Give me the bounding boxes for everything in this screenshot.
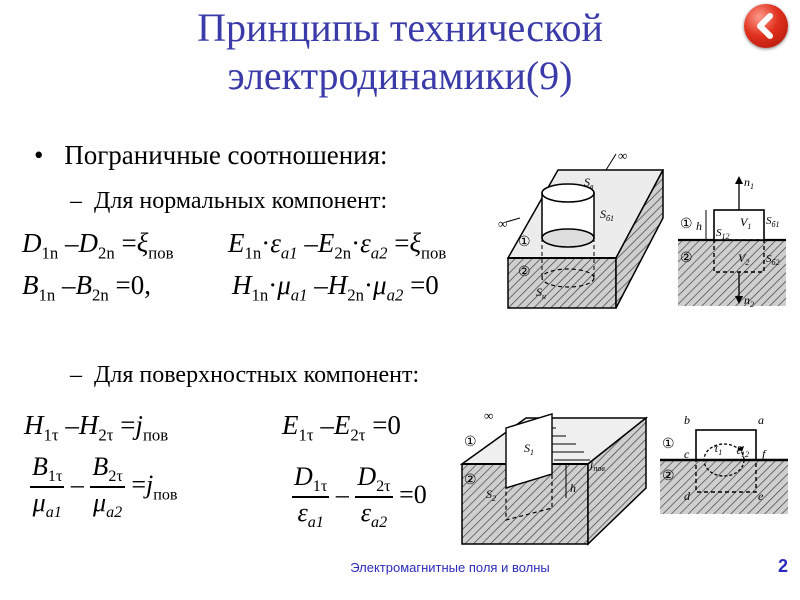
subheading-surface [70,362,419,389]
formula-d-tangential: $\frac{D_{1\tau}}{\varepsilon_{a1}}$ – $\frac{D_{2\tau}}{\varepsilon_{a2}}$ =0 [294,462,427,532]
svg-text:②: ② [662,469,675,484]
formula-e-tangential: $E_{1\tau}$ $-E_{2\tau} =0$ [282,410,401,445]
subheading-normal [70,188,387,215]
formula-h-tangential: $H_{1\tau}$ $-H_{2\tau} =j_{пов}$ [24,410,169,445]
subheading-surface-text: Для поверхностных компонент: [94,362,420,388]
bullet-line [34,140,388,171]
formula-d-normal: $D_{1n}$ $-D_{2n} =\xi_{пов}$ [22,228,174,263]
svg-text:e: e [758,489,764,503]
svg-text:jпов: $j_{пов}$ [590,457,605,473]
slide-title: Принципы технической электродинамики(9) [197,5,603,98]
svg-text:d: d [684,489,690,503]
svg-text:S1: $S_1$ [524,441,534,457]
fig1-infinity-left: ∞ [498,216,508,231]
svg-text:Sб2: $S_{б2}$ [766,253,780,267]
svg-text:ℓ12: ℓ$_{12}$ [736,443,749,459]
svg-text:V1: $V_1$ [740,215,752,231]
fig1-infinity: ∞ [618,148,628,163]
dash: – [70,362,82,388]
svg-text:n2: $n_2$ [744,293,754,309]
svg-text:τ1: $\tau_1$ [714,441,723,457]
svg-text:②: ② [680,251,693,266]
formula-h-normal: $H_{1n}\cdot\mu_{a1}$ $-H_{2n}\cdot\mu_{a2} =0$ [232,270,439,305]
svg-text:S12: $S_{12}$ [716,227,730,241]
svg-text:②: ② [518,265,531,280]
svg-text:a: a [758,413,764,427]
bullet-text: Пограничные соотношения: [64,140,388,170]
figure-pillbox-section [676,170,788,310]
svg-text:h: h [570,481,576,495]
dash: – [70,188,82,214]
svg-text:②: ② [464,473,477,488]
svg-text:Sн: $S_н$ [536,285,546,301]
svg-text:S2: $S_2$ [486,487,496,503]
svg-text:h: h [696,219,702,233]
svg-text:Sб1: $S_{б1}$ [766,215,780,229]
svg-text:①: ① [464,435,477,450]
svg-text:c: c [684,447,690,461]
svg-text:V2: $V_2$ [738,251,750,267]
svg-text:Sв: $S_в$ [584,175,594,191]
svg-text:f: f [762,447,766,461]
figure-cylinder-boundary [498,148,668,313]
formula-e-normal: $E_{1n}\cdot\varepsilon_{a1}$ $-E_{2n}\cdot\varepsilon_{a2} =\xi_{пов}$ [228,228,447,263]
svg-text:①: ① [518,235,531,250]
subheading-normal-text: Для нормальных компонент: [94,188,388,214]
footer-course-name: Электромагнитные поля и волны [350,560,550,575]
svg-text:n1: $n_1$ [744,175,754,191]
svg-text:Sб1: $S_{б1}$ [600,207,615,223]
svg-text:①: ① [662,437,675,452]
figure-contour-section [658,408,790,516]
svg-text:b: b [684,413,690,427]
bullet-marker: • [34,140,44,170]
formula-b-normal: $B_{1n}$ $-B_{2n} =0$, [22,270,151,305]
figure-surface-current [456,408,648,548]
svg-text:∞: ∞ [484,408,494,423]
formula-b-tangential: $\frac{B_{1\tau}}{\mu_{a1}}$ – $\frac{B_{2\tau}}{\mu_{a2}}$ $=j_{пов}$ [32,452,178,522]
chevron-left-icon [744,4,788,48]
back-button[interactable] [744,4,788,48]
page-number: 2 [777,556,788,576]
svg-text:①: ① [680,217,693,232]
